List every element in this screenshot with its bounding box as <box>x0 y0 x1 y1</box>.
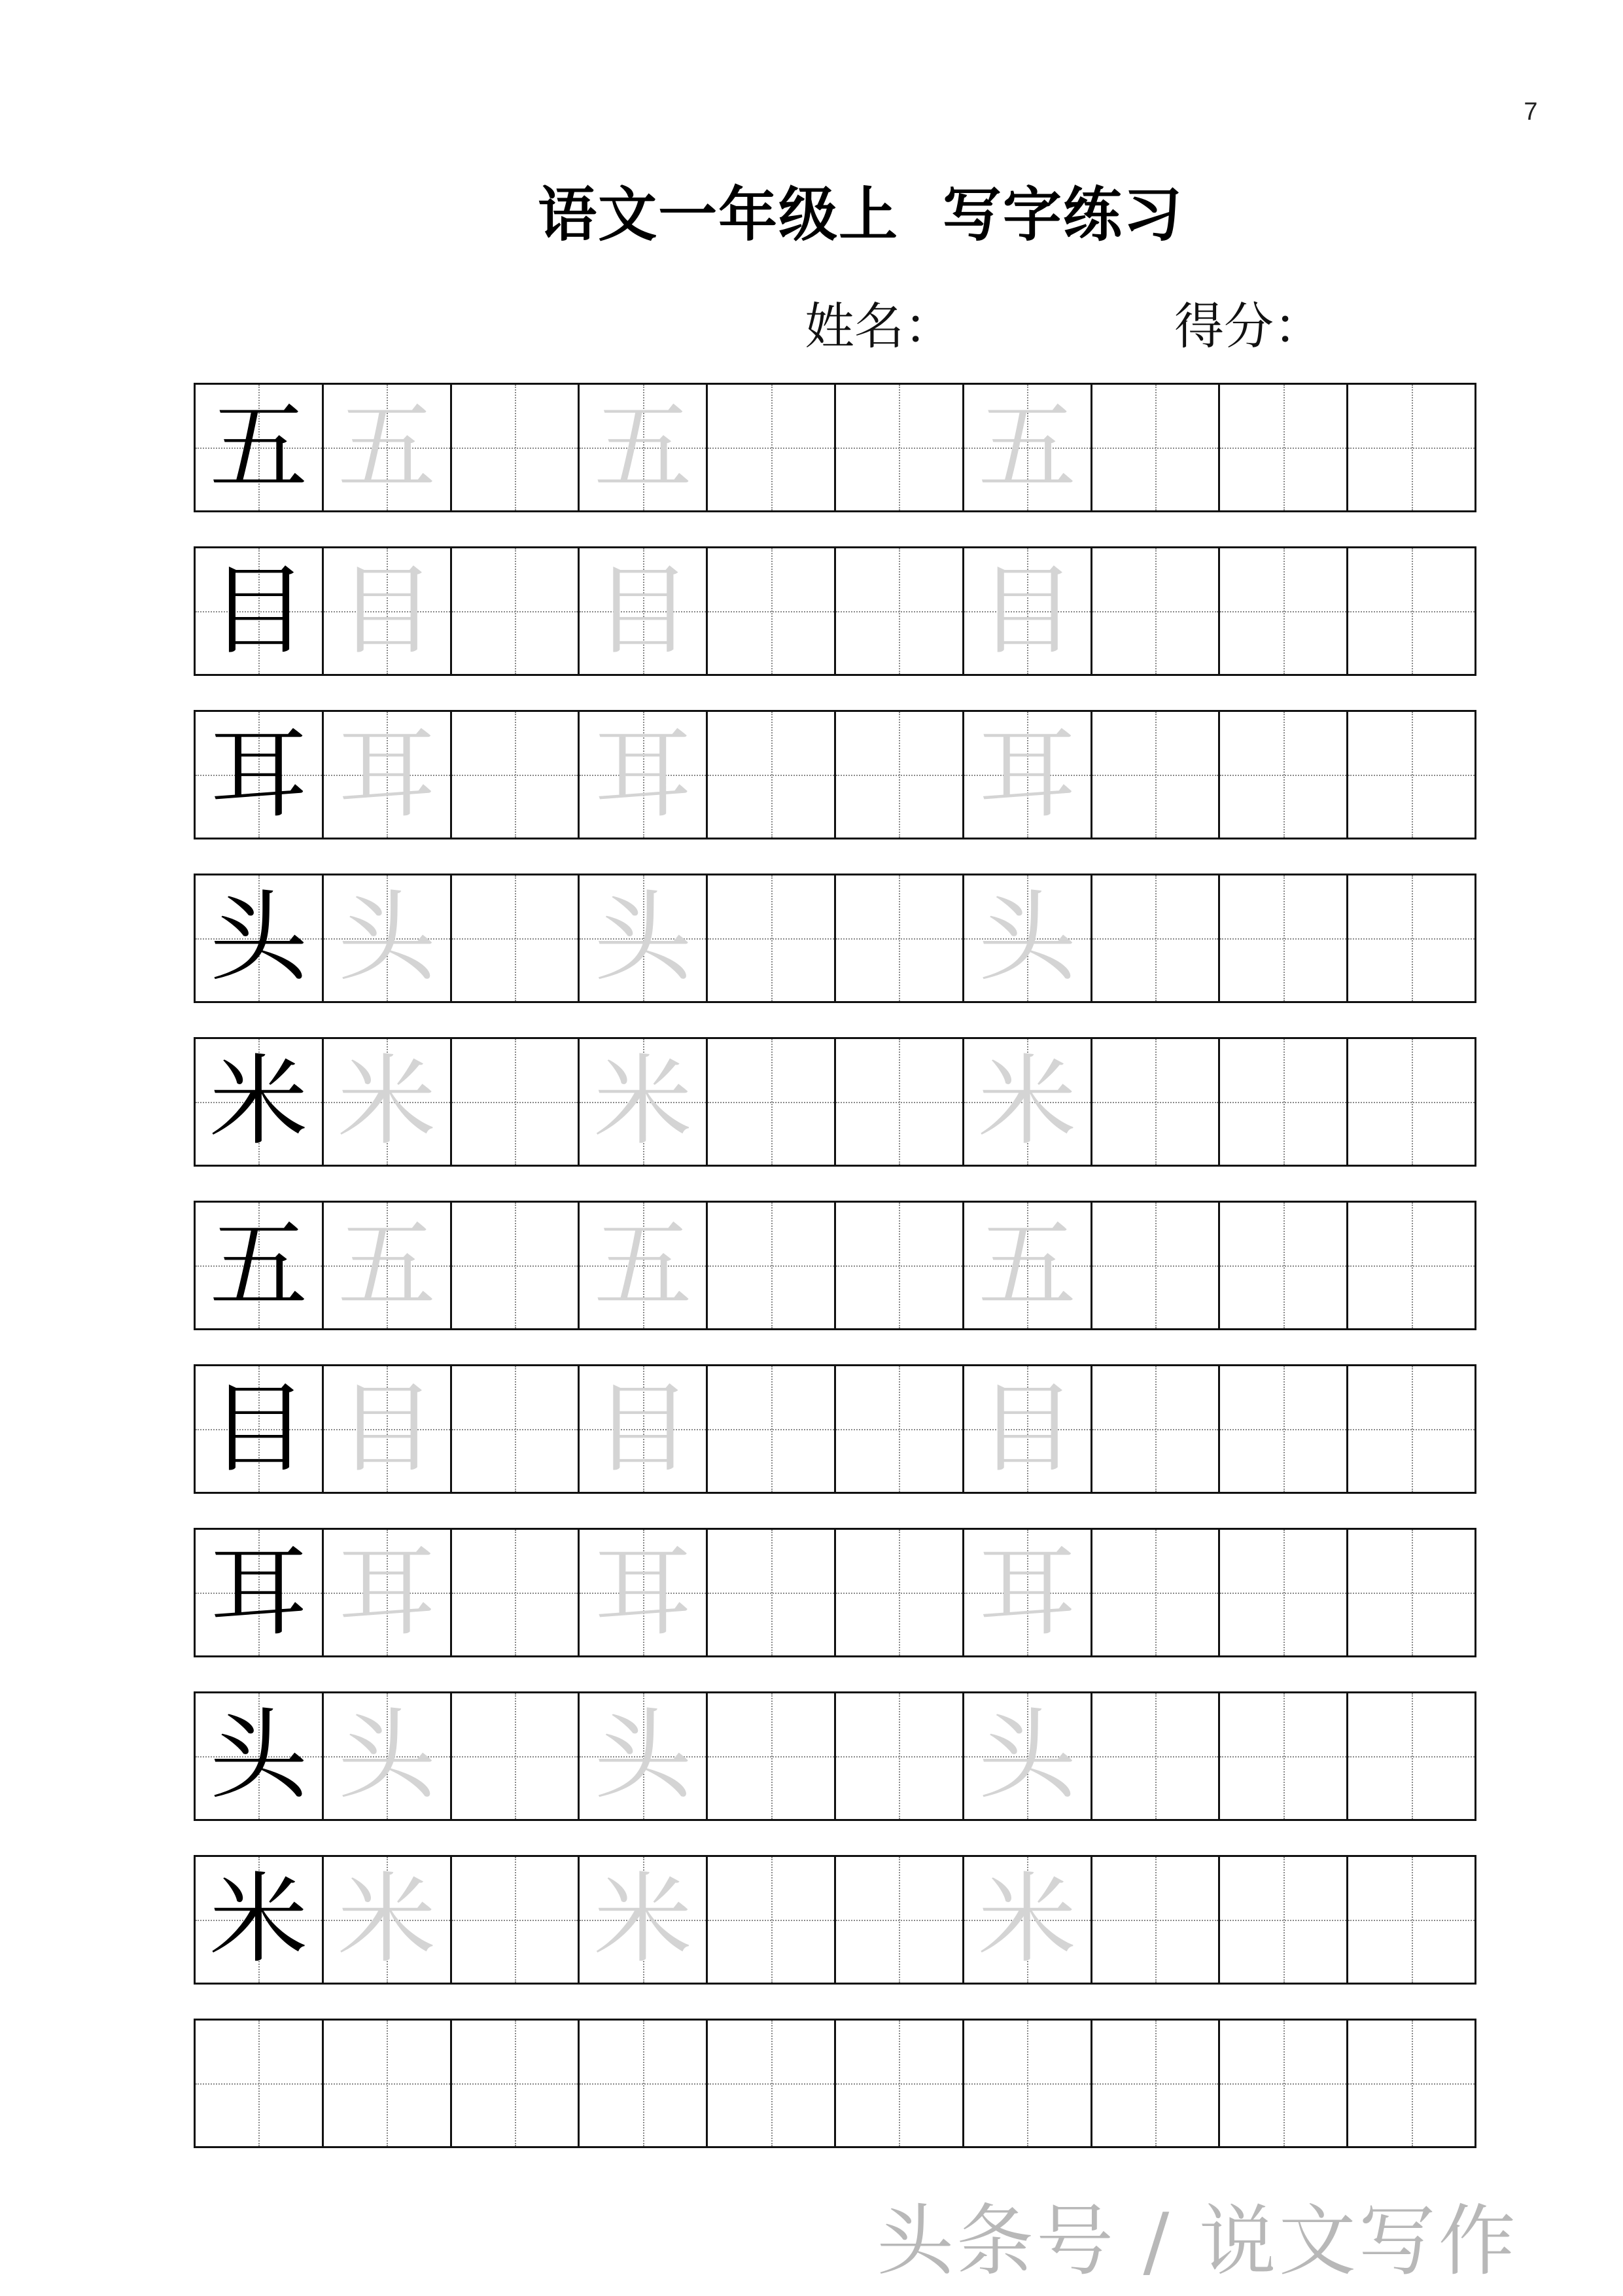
writing-cell <box>1220 1037 1348 1167</box>
writing-cell <box>1092 1855 1221 1985</box>
writing-cell <box>452 1037 580 1167</box>
trace-character: 头 <box>338 881 436 995</box>
writing-cell <box>452 2019 580 2148</box>
model-character: 米 <box>209 1045 308 1159</box>
writing-cell <box>580 710 708 839</box>
practice-row <box>194 1855 1476 1985</box>
writing-cell <box>1092 546 1221 676</box>
writing-cell <box>580 383 708 512</box>
writing-cell <box>324 1037 452 1167</box>
writing-cell <box>708 874 836 1003</box>
blank-practice-row <box>194 2019 1476 2148</box>
writing-cell <box>836 1201 964 1330</box>
writing-cell <box>324 1364 452 1494</box>
writing-cell <box>1092 710 1221 839</box>
writing-cell <box>580 1201 708 1330</box>
trace-character: 头 <box>978 1699 1077 1813</box>
writing-cell <box>452 1691 580 1821</box>
writing-cell <box>1348 383 1476 512</box>
trace-character: 耳 <box>338 718 436 832</box>
writing-cell <box>1220 1201 1348 1330</box>
writing-cell <box>1220 383 1348 512</box>
writing-cell <box>452 1201 580 1330</box>
writing-cell <box>580 874 708 1003</box>
writing-cell <box>324 874 452 1003</box>
practice-row <box>194 383 1476 512</box>
writing-cell <box>452 1528 580 1657</box>
writing-cell <box>708 1528 836 1657</box>
writing-cell <box>452 546 580 676</box>
model-character: 耳 <box>209 718 308 832</box>
writing-cell <box>1348 710 1476 839</box>
writing-cell <box>196 546 324 676</box>
trace-character: 目 <box>593 1372 692 1486</box>
writing-cell <box>452 710 580 839</box>
name-label: 姓名： <box>805 297 954 355</box>
trace-character: 米 <box>338 1863 436 1977</box>
writing-cell <box>964 1691 1092 1821</box>
trace-character: 耳 <box>338 1536 436 1650</box>
writing-cell <box>196 1201 324 1330</box>
writing-cell <box>452 874 580 1003</box>
writing-cell <box>452 1364 580 1494</box>
trace-character: 头 <box>338 1699 436 1813</box>
trace-character: 米 <box>593 1863 692 1977</box>
writing-cell <box>580 1528 708 1657</box>
writing-cell <box>196 710 324 839</box>
model-character: 五 <box>209 1209 308 1322</box>
writing-cell <box>1348 1528 1476 1657</box>
writing-cell <box>1092 1691 1221 1821</box>
writing-cell <box>580 1037 708 1167</box>
writing-cell <box>1092 1201 1221 1330</box>
writing-cell <box>324 546 452 676</box>
writing-cell <box>1348 2019 1476 2148</box>
writing-cell <box>708 383 836 512</box>
writing-cell <box>1220 1691 1348 1821</box>
writing-cell <box>836 2019 964 2148</box>
writing-cell <box>1092 383 1221 512</box>
practice-row <box>194 1528 1476 1657</box>
writing-cell <box>836 1528 964 1657</box>
writing-cell <box>708 1691 836 1821</box>
trace-character: 目 <box>338 1372 436 1486</box>
writing-cell <box>196 1037 324 1167</box>
trace-character: 头 <box>593 881 692 995</box>
writing-cell <box>836 710 964 839</box>
trace-character: 耳 <box>978 718 1077 832</box>
writing-cell <box>836 1037 964 1167</box>
model-character: 头 <box>209 881 308 995</box>
page-title: 语文一年级上 写字练习 <box>538 181 1183 249</box>
writing-cell <box>196 1364 324 1494</box>
practice-row <box>194 1691 1476 1821</box>
trace-character: 目 <box>978 554 1077 668</box>
writing-cell <box>580 1855 708 1985</box>
writing-cell <box>1220 874 1348 1003</box>
score-label: 得分： <box>1174 297 1323 355</box>
writing-cell <box>1220 1364 1348 1494</box>
writing-cell <box>708 1364 836 1494</box>
writing-cell <box>324 710 452 839</box>
practice-row <box>194 1201 1476 1330</box>
trace-character: 五 <box>593 1209 692 1322</box>
writing-cell <box>964 1201 1092 1330</box>
writing-cell <box>1220 2019 1348 2148</box>
writing-cell <box>580 1691 708 1821</box>
trace-character: 头 <box>593 1699 692 1813</box>
writing-cell <box>452 383 580 512</box>
writing-cell <box>324 1691 452 1821</box>
writing-cell <box>580 1364 708 1494</box>
writing-cell <box>836 1855 964 1985</box>
writing-cell <box>196 383 324 512</box>
practice-row <box>194 1037 1476 1167</box>
trace-character: 头 <box>978 881 1077 995</box>
writing-cell <box>1220 1855 1348 1985</box>
writing-cell <box>1092 1037 1221 1167</box>
trace-character: 目 <box>978 1372 1077 1486</box>
trace-character: 米 <box>978 1045 1077 1159</box>
writing-cell <box>196 874 324 1003</box>
writing-cell <box>836 383 964 512</box>
writing-cell <box>196 2019 324 2148</box>
writing-cell <box>324 1528 452 1657</box>
writing-cell <box>1092 2019 1221 2148</box>
writing-cell <box>1348 1037 1476 1167</box>
writing-cell <box>1092 874 1221 1003</box>
writing-cell <box>196 1855 324 1985</box>
writing-cell <box>324 1855 452 1985</box>
writing-cell <box>964 1364 1092 1494</box>
watermark: 头条号 / 说文写作 <box>877 2196 1518 2286</box>
trace-character: 五 <box>593 391 692 504</box>
trace-character: 五 <box>978 391 1077 504</box>
writing-cell <box>708 546 836 676</box>
writing-cell <box>452 1855 580 1985</box>
trace-character: 目 <box>338 554 436 668</box>
practice-row <box>194 546 1476 676</box>
writing-cell <box>964 874 1092 1003</box>
writing-cell <box>964 1528 1092 1657</box>
writing-cell <box>836 1364 964 1494</box>
trace-character: 五 <box>338 1209 436 1322</box>
writing-cell <box>964 2019 1092 2148</box>
trace-character: 五 <box>338 391 436 504</box>
trace-character: 米 <box>338 1045 436 1159</box>
model-character: 目 <box>209 1372 308 1486</box>
writing-cell <box>324 383 452 512</box>
writing-cell <box>836 874 964 1003</box>
writing-cell <box>196 1691 324 1821</box>
writing-cell <box>836 1691 964 1821</box>
writing-cell <box>1348 1855 1476 1985</box>
model-character: 头 <box>209 1699 308 1813</box>
trace-character: 米 <box>593 1045 692 1159</box>
writing-cell <box>1092 1364 1221 1494</box>
writing-cell <box>836 546 964 676</box>
model-character: 目 <box>209 554 308 668</box>
writing-cell <box>1220 1528 1348 1657</box>
trace-character: 耳 <box>593 718 692 832</box>
writing-cell <box>964 710 1092 839</box>
writing-cell <box>1348 546 1476 676</box>
writing-cell <box>1092 1528 1221 1657</box>
writing-cell <box>708 1037 836 1167</box>
writing-cell <box>964 383 1092 512</box>
trace-character: 耳 <box>593 1536 692 1650</box>
writing-cell <box>324 2019 452 2148</box>
trace-character: 米 <box>978 1863 1077 1977</box>
writing-cell <box>1348 1364 1476 1494</box>
writing-cell <box>708 1201 836 1330</box>
practice-row <box>194 874 1476 1003</box>
trace-character: 五 <box>978 1209 1077 1322</box>
practice-row <box>194 1364 1476 1494</box>
writing-cell <box>1220 710 1348 839</box>
writing-cell <box>1348 1201 1476 1330</box>
writing-cell <box>964 546 1092 676</box>
writing-grid <box>194 383 1476 2182</box>
writing-cell <box>1348 874 1476 1003</box>
writing-cell <box>196 1528 324 1657</box>
trace-character: 目 <box>593 554 692 668</box>
writing-cell <box>324 1201 452 1330</box>
writing-cell <box>580 546 708 676</box>
trace-character: 耳 <box>978 1536 1077 1650</box>
writing-cell <box>1348 1691 1476 1821</box>
writing-cell <box>708 710 836 839</box>
writing-cell <box>1220 546 1348 676</box>
page-number: 7 <box>1524 98 1538 126</box>
writing-cell <box>964 1855 1092 1985</box>
model-character: 耳 <box>209 1536 308 1650</box>
practice-row <box>194 710 1476 839</box>
writing-cell <box>708 1855 836 1985</box>
model-character: 米 <box>209 1863 308 1977</box>
writing-cell <box>964 1037 1092 1167</box>
writing-cell <box>708 2019 836 2148</box>
model-character: 五 <box>209 391 308 504</box>
writing-cell <box>580 2019 708 2148</box>
